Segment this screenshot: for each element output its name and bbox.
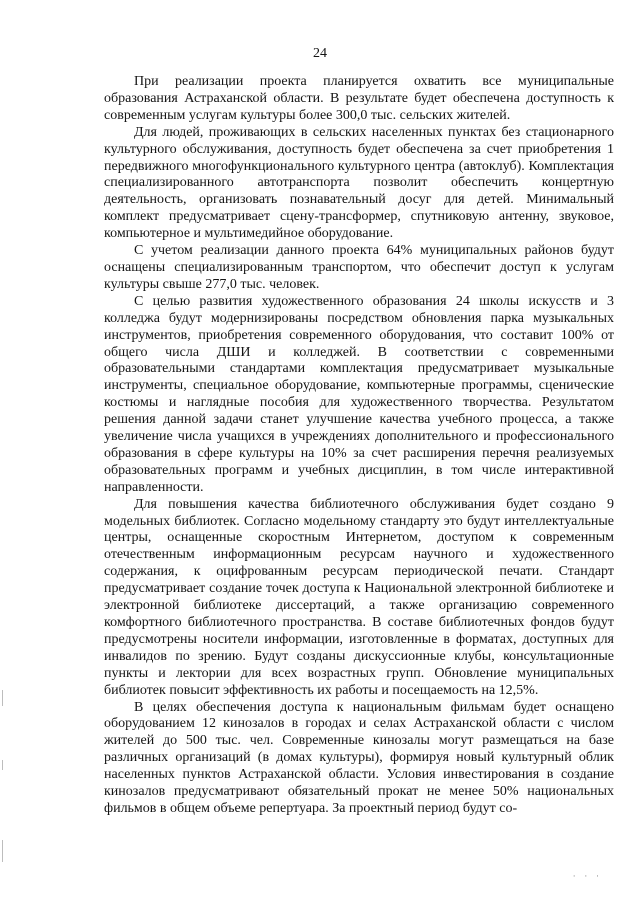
paragraph-mobile-center: Для людей, проживающих в сельских населенных пунктах без стационарного культурного обслуживания, доступность будет обеспечена за счет приобретения 1 передвижного многофункционального культурного центра (автоклуб). Комплектация специализированного автотранспорта позволит обеспечить концертную деятельность, организовать познавательный досуг для детей. Минимальный комплект предусматривает сцену-трансформер, спутниковую антенну, звуковое, компьютерное и мультимедийное оборудование. xyxy=(104,124,614,242)
paragraph-model-libraries: Для повышения качества библиотечного обслуживания будет создано 9 модельных библиотек. Согласно модельному стандарту это будут интеллектуальные центры, оснащенные скоростным Интернетом, доступом к современным отечественным информационным ресурсам научного и художественного содержания, к оцифрованным ресурсам периодической печати. Стандарт предусматривает создание точек доступа к Национальной электронной библиотеке и электронной библиотеке диссертаций, а также организацию современного комфортного библиотечного пространства. В составе библиотечных фондов будут предусмотрены носители информации, изготовленные в форматах, доступных для инвалидов по зрению. Будут созданы дискуссионные клубы, консультационные пункты и лектории для всех возрастных групп. Обновление муниципальных библиотек повысит эффективность их работы и посещаемость на 12,5%. xyxy=(104,496,614,698)
scan-artifact: · · · xyxy=(572,872,602,882)
scan-binding-mark xyxy=(2,690,3,706)
scan-binding-mark xyxy=(2,840,3,862)
paragraph-cinemas: В целях обеспечения доступа к национальным фильмам будет оснащено оборудованием 12 кинозалов в городах и селах Астраханской области с числом жителей до 500 тыс. чел. Современные кинозалы могут размещаться на базе различных организаций (в домах культуры), формируя новый культурный облик населенных пунктов Астраханской области. Условия инвестирования в создание кинозалов предусматривают обязательный прокат не менее 50% национальных фильмов в общем объеме репертуара. За проектный период будут со- xyxy=(104,699,614,816)
paragraph-transport: С учетом реализации данного проекта 64% муниципальных районов будут оснащены специализированным транспортом, что обеспечит доступ к услугам культуры свыше 277,0 тыс. человек. xyxy=(104,243,614,292)
paragraph-art-education: С целью развития художественного образования 24 школы искусств и 3 колледжа будут модернизированы посредством обновления парка музыкальных инструментов, приобретения современного оборудования, что составит 100% от общего числа ДШИ и колледжей. В соответствии с современными образовательными стандартами комплектация предусматривает музыкальные инструменты, специальное оборудование, компьютерные программы, сценические костюмы и наглядные пособия для художественного творчества. Результатом решения данной задачи станет улучшение качества учебного процесса, а также увеличение числа учащихся в учреждениях дополнительного и профессионального образования в сфере культуры на 10% за счет расширения перечня реализуемых образовательных программ и учебных дисциплин, в том числе интерактивной направленности. xyxy=(104,293,614,495)
page-number: 24 xyxy=(313,46,327,61)
scan-binding-mark xyxy=(2,760,3,770)
page-body xyxy=(104,74,614,818)
paragraph-coverage: При реализации проекта планируется охватить все муниципальные образования Астраханской области. В результате будет обеспечена доступность к современным услугам культуры более 300,0 тыс. сельских жителей. xyxy=(104,74,614,123)
